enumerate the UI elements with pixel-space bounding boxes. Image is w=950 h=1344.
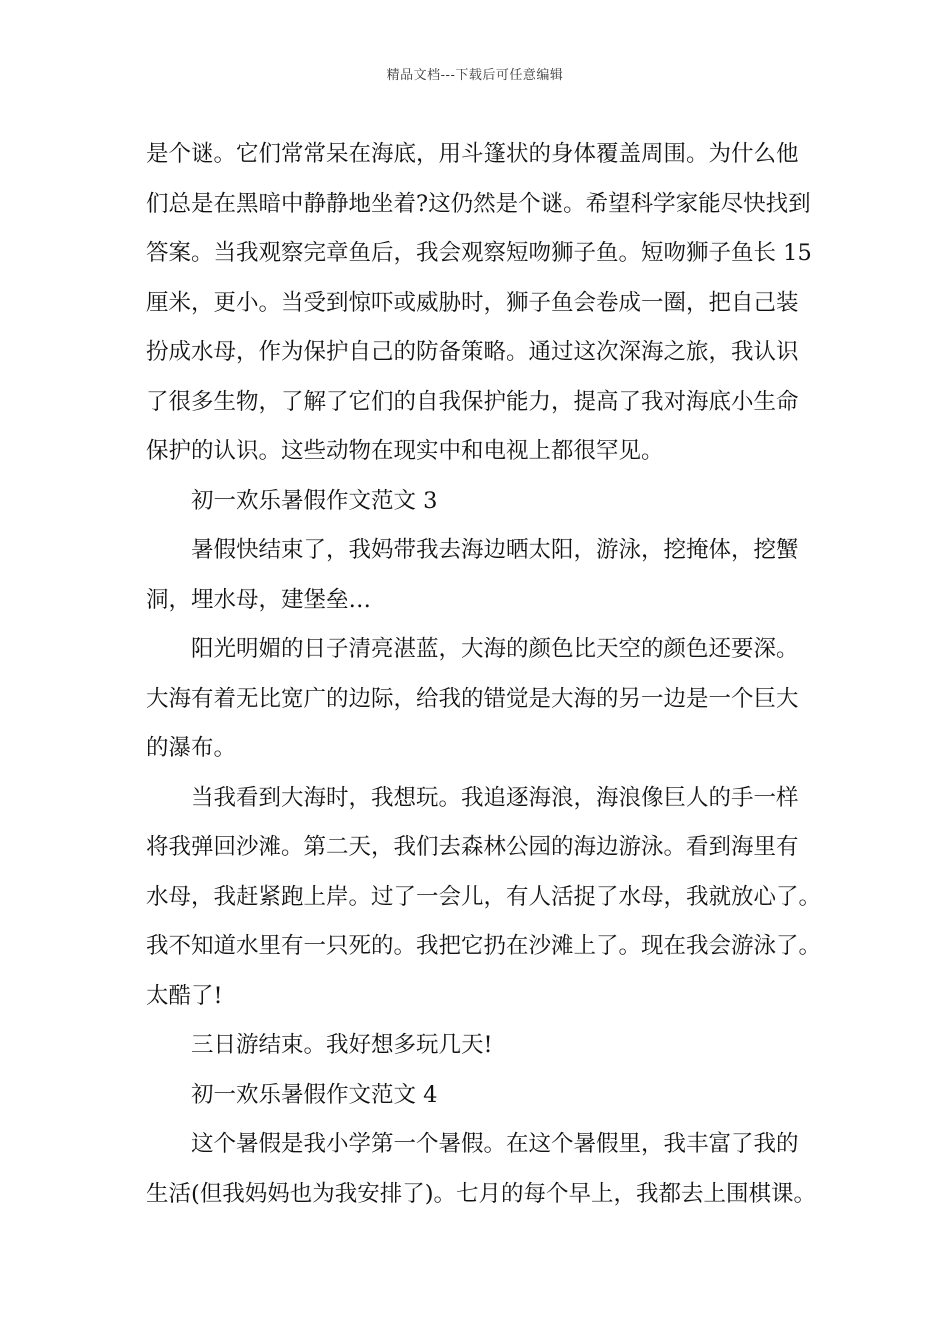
text-line: 阳光明媚的日子清亮湛蓝，大海的颜色比天空的颜色还要深。: [191, 636, 799, 662]
text-line: 保护的认识。这些动物在现实中和电视上都很罕见。: [146, 438, 664, 464]
page-header: 精品文档---下载后可任意编辑: [386, 68, 564, 83]
text-line: 初一欢乐暑假作文范文 3: [191, 487, 438, 514]
text-line: 太酷了!: [146, 982, 223, 1009]
text-line: 将我弹回沙滩。第二天，我们去森林公园的海边游泳。看到海里有: [146, 834, 799, 860]
text-line: 们总是在黑暗中静静地坐着?这仍然是个谜。希望科学家能尽快找到: [146, 190, 811, 217]
text-line: 初一欢乐暑假作文范文 4: [191, 1081, 438, 1108]
text-line: 当我看到大海时，我想玩。我追逐海浪，海浪像巨人的手一样: [191, 784, 799, 811]
text-line: 是个谜。它们常常呆在海底，用斗篷状的身体覆盖周围。为什么他: [146, 141, 799, 167]
document-body: [146, 130, 836, 1219]
text-line: 答案。当我观察完章鱼后，我会观察短吻狮子鱼。短吻狮子鱼长 15: [146, 240, 812, 266]
text-line: 水母，我赶紧跑上岸。过了一会儿，有人活捉了水母，我就放心了。: [146, 883, 822, 910]
text-line: 洞，埋水母，建堡垒…: [146, 586, 372, 613]
text-line: 大海有着无比宽广的边际，给我的错觉是大海的另一边是一个巨大: [146, 685, 799, 712]
text-line: 我不知道水里有一只死的。我把它扔在沙滩上了。现在我会游泳了。: [146, 933, 822, 959]
text-line: 扮成水母，作为保护自己的防备策略。通过这次深海之旅，我认识: [146, 339, 799, 365]
text-line: 了很多生物，了解了它们的自我保护能力，提高了我对海底小生命: [146, 388, 799, 415]
text-line: 厘米，更小。当受到惊吓或威胁时，狮子鱼会卷成一圈，把自己装: [146, 289, 799, 316]
text-line: 的瀑布。: [146, 735, 237, 761]
text-line: 暑假快结束了，我妈带我去海边晒太阳，游泳，挖掩体，挖蟹: [191, 537, 799, 563]
text-line: 生活(但我妈妈也为我安排了)。七月的每个早上，我都去上围棋课。: [146, 1180, 817, 1207]
text-line: 三日游结束。我好想多玩几天!: [191, 1032, 493, 1058]
text-line: 这个暑假是我小学第一个暑假。在这个暑假里，我丰富了我的: [191, 1131, 799, 1157]
